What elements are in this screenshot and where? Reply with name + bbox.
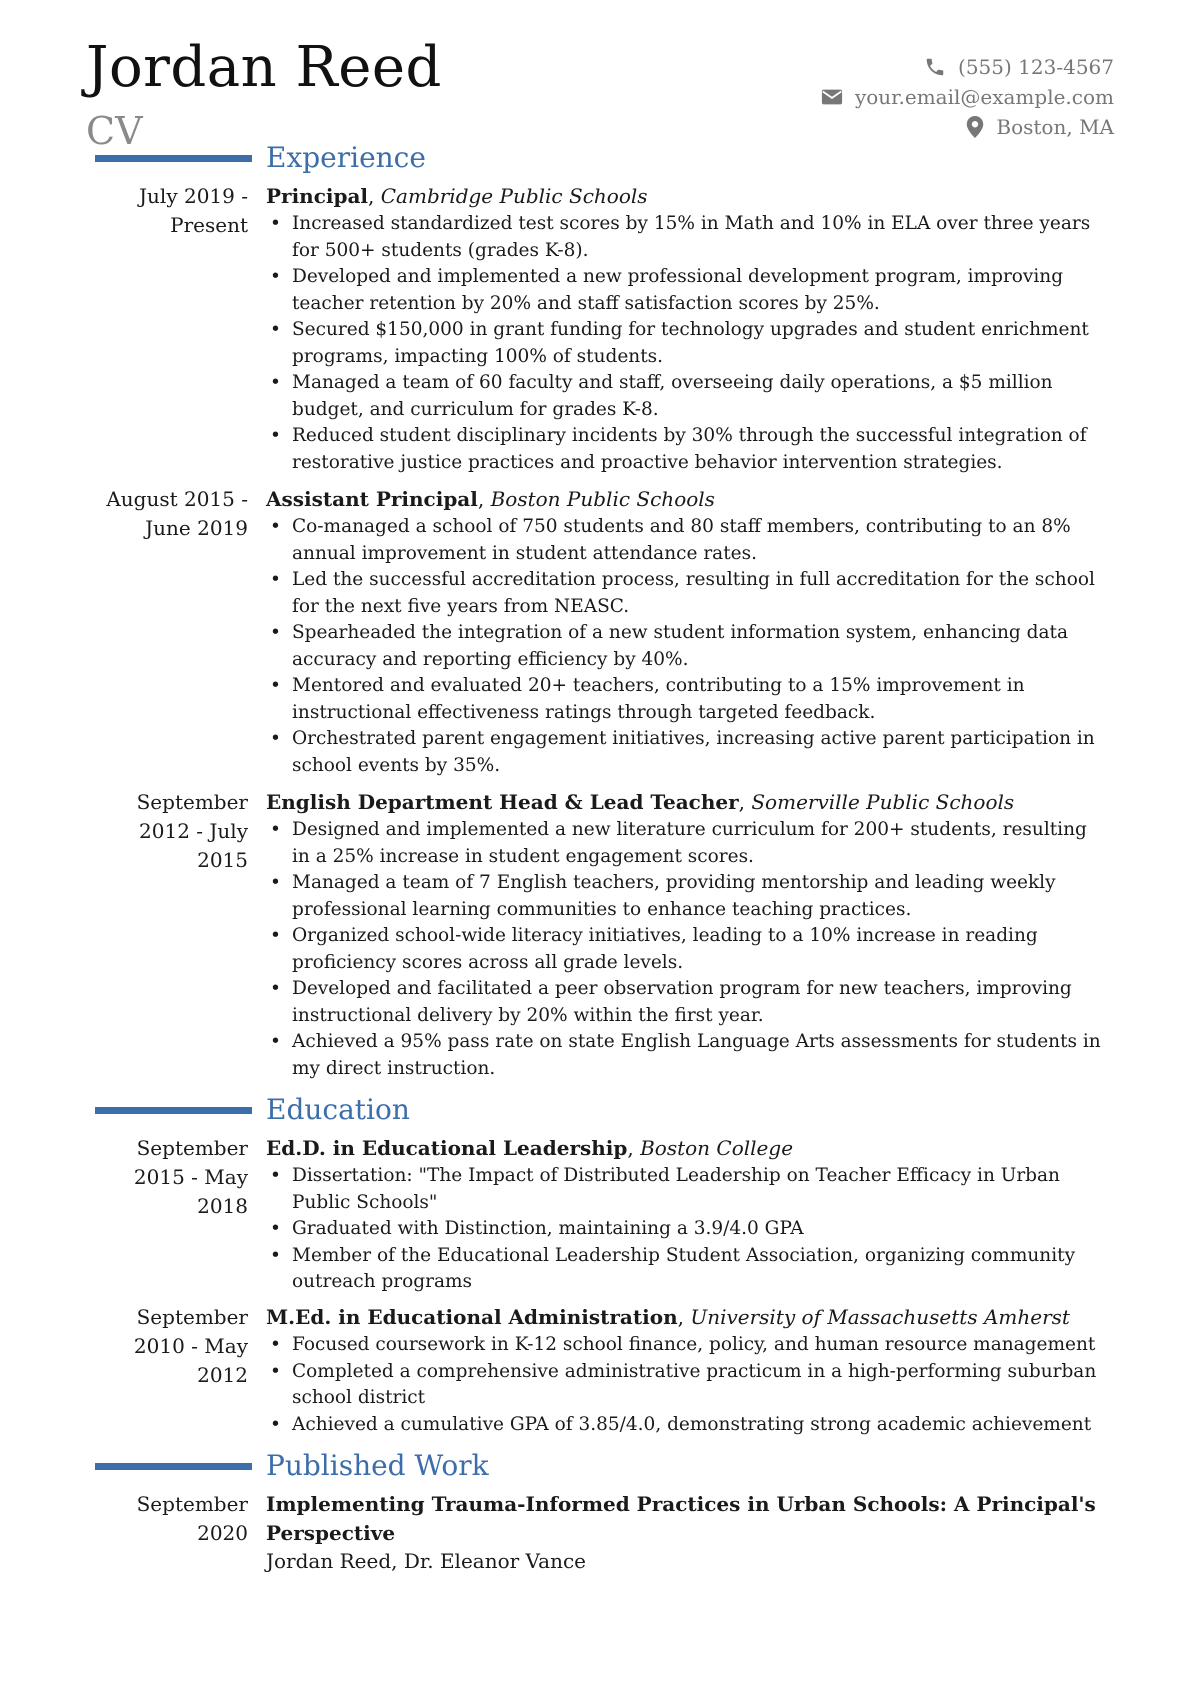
entry-bullets <box>266 514 1106 779</box>
entry-date: August 2015 - June 2019 <box>106 487 248 540</box>
entry-institution: University of Massachusetts Amherst <box>690 1305 1070 1329</box>
list-item: • Achieved a cumulative GPA of 3.85/4.0, demonstrating strong academic achievement <box>266 1412 1106 1439</box>
list-item: • Designed and implemented a new literature curriculum for 200+ students, resulting in a 25% increase in student engagement scores. <box>266 817 1106 870</box>
list-item: • Completed a comprehensive administrative practicum in a high-performing suburban school district <box>266 1359 1106 1412</box>
experience-section-header <box>0 140 1190 176</box>
list-item: • Member of the Educational Leadership Student Association, organizing community outreach programs <box>266 1243 1106 1296</box>
section-divider-bar <box>95 1463 252 1470</box>
list-item: • Achieved a 95% pass rate on state English Language Arts assessments for students in my direct instruction. <box>266 1029 1106 1082</box>
entry-organization: Boston Public Schools <box>490 487 715 511</box>
document-subtitle: CV <box>86 109 143 153</box>
entry-bullets <box>266 1332 1106 1438</box>
entry-organization: Somerville Public Schools <box>751 790 1015 814</box>
list-item: • Increased standardized test scores by 15% in Math and 10% in ELA over three years for 500+ students (grades K-8). <box>266 211 1106 264</box>
list-item: • Spearheaded the integration of a new student information system, enhancing data accuracy and reporting efficiency by 40%. <box>266 620 1106 673</box>
entry-bullets <box>266 1163 1106 1296</box>
list-item: • Developed and implemented a new professional development program, improving teacher retention by 20% and staff satisfaction scores by 25%. <box>266 264 1106 317</box>
contact-phone <box>821 52 1114 82</box>
map-pin-icon <box>966 116 984 138</box>
cv-page: Jordan Reed CV (555) 123-4567 your.email@example.com Boston, MA Experience July 2019 - Present Principal, Cambridge Public Schools • Increased standardized test scores by 15% in Math and 10% in ELA over three years for 500+ students (grades K-8). • Developed and implemented a new professional development program, improving teacher retention by 20% and staff satisfaction scores by 25%. • Secured $150,000 in grant funding for technology upgrades and student enrichment programs, impacting 100% of students. • Managed a team of 60 faculty and staff, overseeing daily operations, a $5 million budget, and curriculum for grades K-8. • Reduced student disciplinary incidents by 30% through the successful integration of restorative justice practices and proactive behavior intervention strategies. August 2015 - June 2019 Assistant Principal, Boston Public Schools • Co-managed a school of 750 students and 80 staff members, contributing to an 8% annual improvement in student attendance rates. • Led the successful accreditation process, resulting in full accreditation for the school for the next five years from NEASC. • Spearheaded the integration of a new student information system, enhancing data accuracy and reporting efficiency by 40%. • Mentored and evaluated 20+ teachers, contributing to a 15% improvement in instructional effectiveness ratings through targeted feedback. • Orchestrated parent engagement initiatives, increasing active parent participation in school events by 35%. September 2012 - July 2015 English Department Head & Lead Teacher, Somerville Public Schools • Designed and implemented a new literature curriculum for 200+ students, resulting in a 25% increase in student engagement scores. • Managed a team of 7 English teachers, providing mentorship and leading weekly professional learning communities to enhance teaching practices. • Organized school-wide literacy initiatives, leading to a 10% increase in reading proficiency scores across all grade levels. • Developed and facilitated a peer observation program for new teachers, improving instructional delivery by 20% within the first year. • Achieved a 95% pass rate on state English Language Arts assessments for students in my direct instruction. Education September 2015 - May 2018 Ed.D. in Educational Leadership, Boston College • Dissertation: "The Impact of Distributed Leadership on Teacher Efficacy in Urban Public Schools" • Graduated with Distinction, maintaining a 3.9/4.0 GPA • Member of the Educational Leadership Student Association, organizing community outreach programs September 2010 - May 2012 M.Ed. in Educational Administration, University of Massachusetts Amherst • Focused coursework in K-12 school finance, policy, and human resource management • Completed a comprehensive administrative practicum in a high-performing suburban school district • Achieved a cumulative GPA of 3.85/4.0, demonstrating strong academic achievement Published Work September 2020 Implementing Trauma-Informed Practices in Urban Schools: A Principal's Perspective Jordan Reed, Dr. Eleanor Vance <box>0 0 1190 1683</box>
entry-bullets <box>266 211 1106 476</box>
list-item: • Led the successful accreditation process, resulting in full accreditation for the school for the next five years from NEASC. <box>266 567 1106 620</box>
entry-date: September 2010 - May 2012 <box>133 1305 248 1387</box>
section-divider-bar <box>95 1107 252 1114</box>
list-item: • Focused coursework in K-12 school finance, policy, and human resource management <box>266 1332 1106 1359</box>
entry-date: July 2019 - Present <box>139 184 248 237</box>
list-item: • Reduced student disciplinary incidents by 30% through the successful integration of restorative justice practices and proactive behavior intervention strategies. <box>266 423 1106 476</box>
published-title: Published Work <box>266 1449 489 1482</box>
entry-role: Principal <box>266 184 369 208</box>
list-item: • Developed and facilitated a peer observation program for new teachers, improving instructional delivery by 20% within the first year. <box>266 976 1106 1029</box>
list-item: • Secured $150,000 in grant funding for technology upgrades and student enrichment programs, impacting 100% of students. <box>266 317 1106 370</box>
entry-role: English Department Head & Lead Teacher <box>266 790 739 814</box>
entry-date: September 2020 <box>136 1492 248 1545</box>
location-text: Boston, MA <box>996 115 1114 139</box>
education-section-header <box>0 1092 1190 1128</box>
entry-degree: M.Ed. in Educational Administration <box>266 1305 678 1329</box>
list-item: • Managed a team of 7 English teachers, providing mentorship and leading weekly professional learning communities to enhance teaching practices. <box>266 870 1106 923</box>
entry-bullets <box>266 817 1106 1082</box>
entry-degree: Ed.D. in Educational Leadership <box>266 1136 628 1160</box>
phone-icon <box>924 56 946 78</box>
contact-block <box>821 52 1114 142</box>
publication-authors: Jordan Reed, Dr. Eleanor Vance <box>266 1549 586 1573</box>
entry-institution: Boston College <box>640 1136 794 1160</box>
entry-organization: Cambridge Public Schools <box>380 184 648 208</box>
entry-role: Assistant Principal <box>266 487 478 511</box>
list-item: • Co-managed a school of 750 students and 80 staff members, contributing to an 8% annual improvement in student attendance rates. <box>266 514 1106 567</box>
envelope-icon <box>821 88 843 106</box>
list-item: • Mentored and evaluated 20+ teachers, contributing to a 15% improvement in instructional effectiveness ratings through targeted feedback. <box>266 673 1106 726</box>
section-divider-bar <box>95 155 252 162</box>
list-item: • Managed a team of 60 faculty and staff, overseeing daily operations, a $5 million budget, and curriculum for grades K-8. <box>266 370 1106 423</box>
list-item: • Dissertation: "The Impact of Distributed Leadership on Teacher Efficacy in Urban Public Schools" <box>266 1163 1106 1216</box>
contact-location <box>821 112 1114 142</box>
email-text[interactable]: your.email@example.com <box>854 85 1114 109</box>
contact-email <box>821 82 1114 112</box>
published-section-header <box>0 1448 1190 1484</box>
phone-text[interactable]: (555) 123-4567 <box>958 55 1114 79</box>
publication-title: Implementing Trauma-Informed Practices in Urban Schools: A Principal's Perspective <box>266 1492 1096 1545</box>
candidate-name: Jordan Reed <box>86 35 442 100</box>
experience-title: Experience <box>266 141 426 174</box>
list-item: • Orchestrated parent engagement initiatives, increasing active parent participation in school events by 35%. <box>266 726 1106 779</box>
entry-date: September 2012 - July 2015 <box>136 790 248 872</box>
education-title: Education <box>266 1093 410 1126</box>
list-item: • Graduated with Distinction, maintaining a 3.9/4.0 GPA <box>266 1216 1106 1243</box>
entry-date: September 2015 - May 2018 <box>133 1136 248 1218</box>
list-item: • Organized school-wide literacy initiatives, leading to a 10% increase in reading proficiency scores across all grade levels. <box>266 923 1106 976</box>
